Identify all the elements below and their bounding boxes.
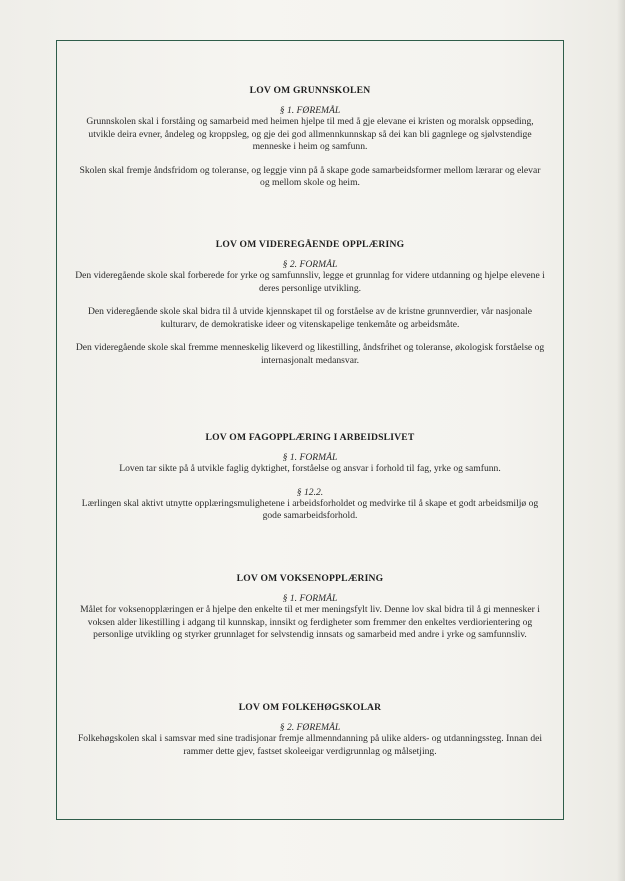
section-title: LOV OM GRUNNSKOLEN [249,85,371,96]
paragraph-text: Grunnskolen skal i forståing og samarbeid med heimen hjelpe til med å gje elevane ei kristen og moralsk oppseding, utvikle deira evner, åndeleg og kroppsleg, og gje dei god allmennkunnskap så dei kan bli gagnlege og sjølvstendige menneske i heim og samfunn. [86,116,534,152]
paragraph-text: Loven tar sikte på å utvikle faglig dyktighet, forståelse og ansvar i forhold til fag, yrke og samfunn. [119,463,501,474]
page-edge-shadow [617,0,625,881]
paragraph-text: Den videregående skole skal bidra til å utvide kjennskapet til og forståelse av de kristne grunnverdier, vår nasjonale kulturarv, de demokratiske ideer og vitenskapelige tenkemåte og arbeidsmåte. [88,306,532,330]
section-title: LOV OM VIDEREGÅENDE OPPLÆRING [215,239,405,250]
paragraph-heading: § 2. FØREMÅL [279,722,341,733]
paragraph-heading: § 1. FORMÅL [282,593,338,604]
section-voksenopplaering [57,573,563,642]
paragraph-heading: § 2. FORMÅL [282,259,338,270]
section-videregaende [57,239,563,367]
paragraph-text: Lærlingen skal aktivt utnytte opplæringsmulighetene i arbeidsforholdet og medvirke til å skape et godt arbeidsmiljø og gode samarbeidsforhold. [81,497,539,521]
section-fagopplaering [57,432,563,523]
paragraph-text: Den videregående skole skal fremme menneskelig likeverd og likestilling, åndsfrihet og toleranse, økologisk forståelse og internasjonalt medansvar. [75,342,545,366]
paragraph-text: Folkehøgskolen skal i samsvar med sine tradisjonar fremje allmenndanning på ulike alders- og utdanningssteg. Innan dei rammer dette gjev, fastset skoleeigar verdigrunnlag og målsetjing. [77,733,543,757]
paragraph-heading: § 1. FØREMÅL [279,105,341,116]
paragraph-text: Skolen skal fremje åndsfridom og toleranse, og leggje vinn på å skape gode samarbeidsformer mellom lærarar og elevar og mellom skole og heim. [79,164,541,188]
page-border-frame [56,40,564,820]
section-folkehogskolar [57,702,563,758]
section-title: LOV OM FAGOPPLÆRING I ARBEIDSLIVET [205,432,415,443]
section-grunnskolen [57,85,563,190]
section-title: LOV OM FOLKEHØGSKOLAR [238,702,382,713]
paragraph-text: Den videregående skole skal forberede for yrke og samfunnsliv, legge et grunnlag for videre utdanning og hjelpe elevene i deres personlige utvikling. [75,270,545,294]
paragraph-heading: § 1. FORMÅL [282,452,338,463]
paragraph-heading: § 12.2. [296,486,324,498]
paragraph-text: Målet for voksenopplæringen er å hjelpe den enkelte til et mer meningsfylt liv. Denne lov skal bidra til å gi mennesker i voksen alder likestilling i adgang til kunnskap, innsikt og ferdigheter som fremmer den enkeltes verdiorientering og personlige utvikling og styrker grunnlaget for selvstendig innsats og samarbeid med andre i yrke og samfunnsliv. [80,604,540,640]
section-title: LOV OM VOKSENOPPLÆRING [236,573,384,584]
